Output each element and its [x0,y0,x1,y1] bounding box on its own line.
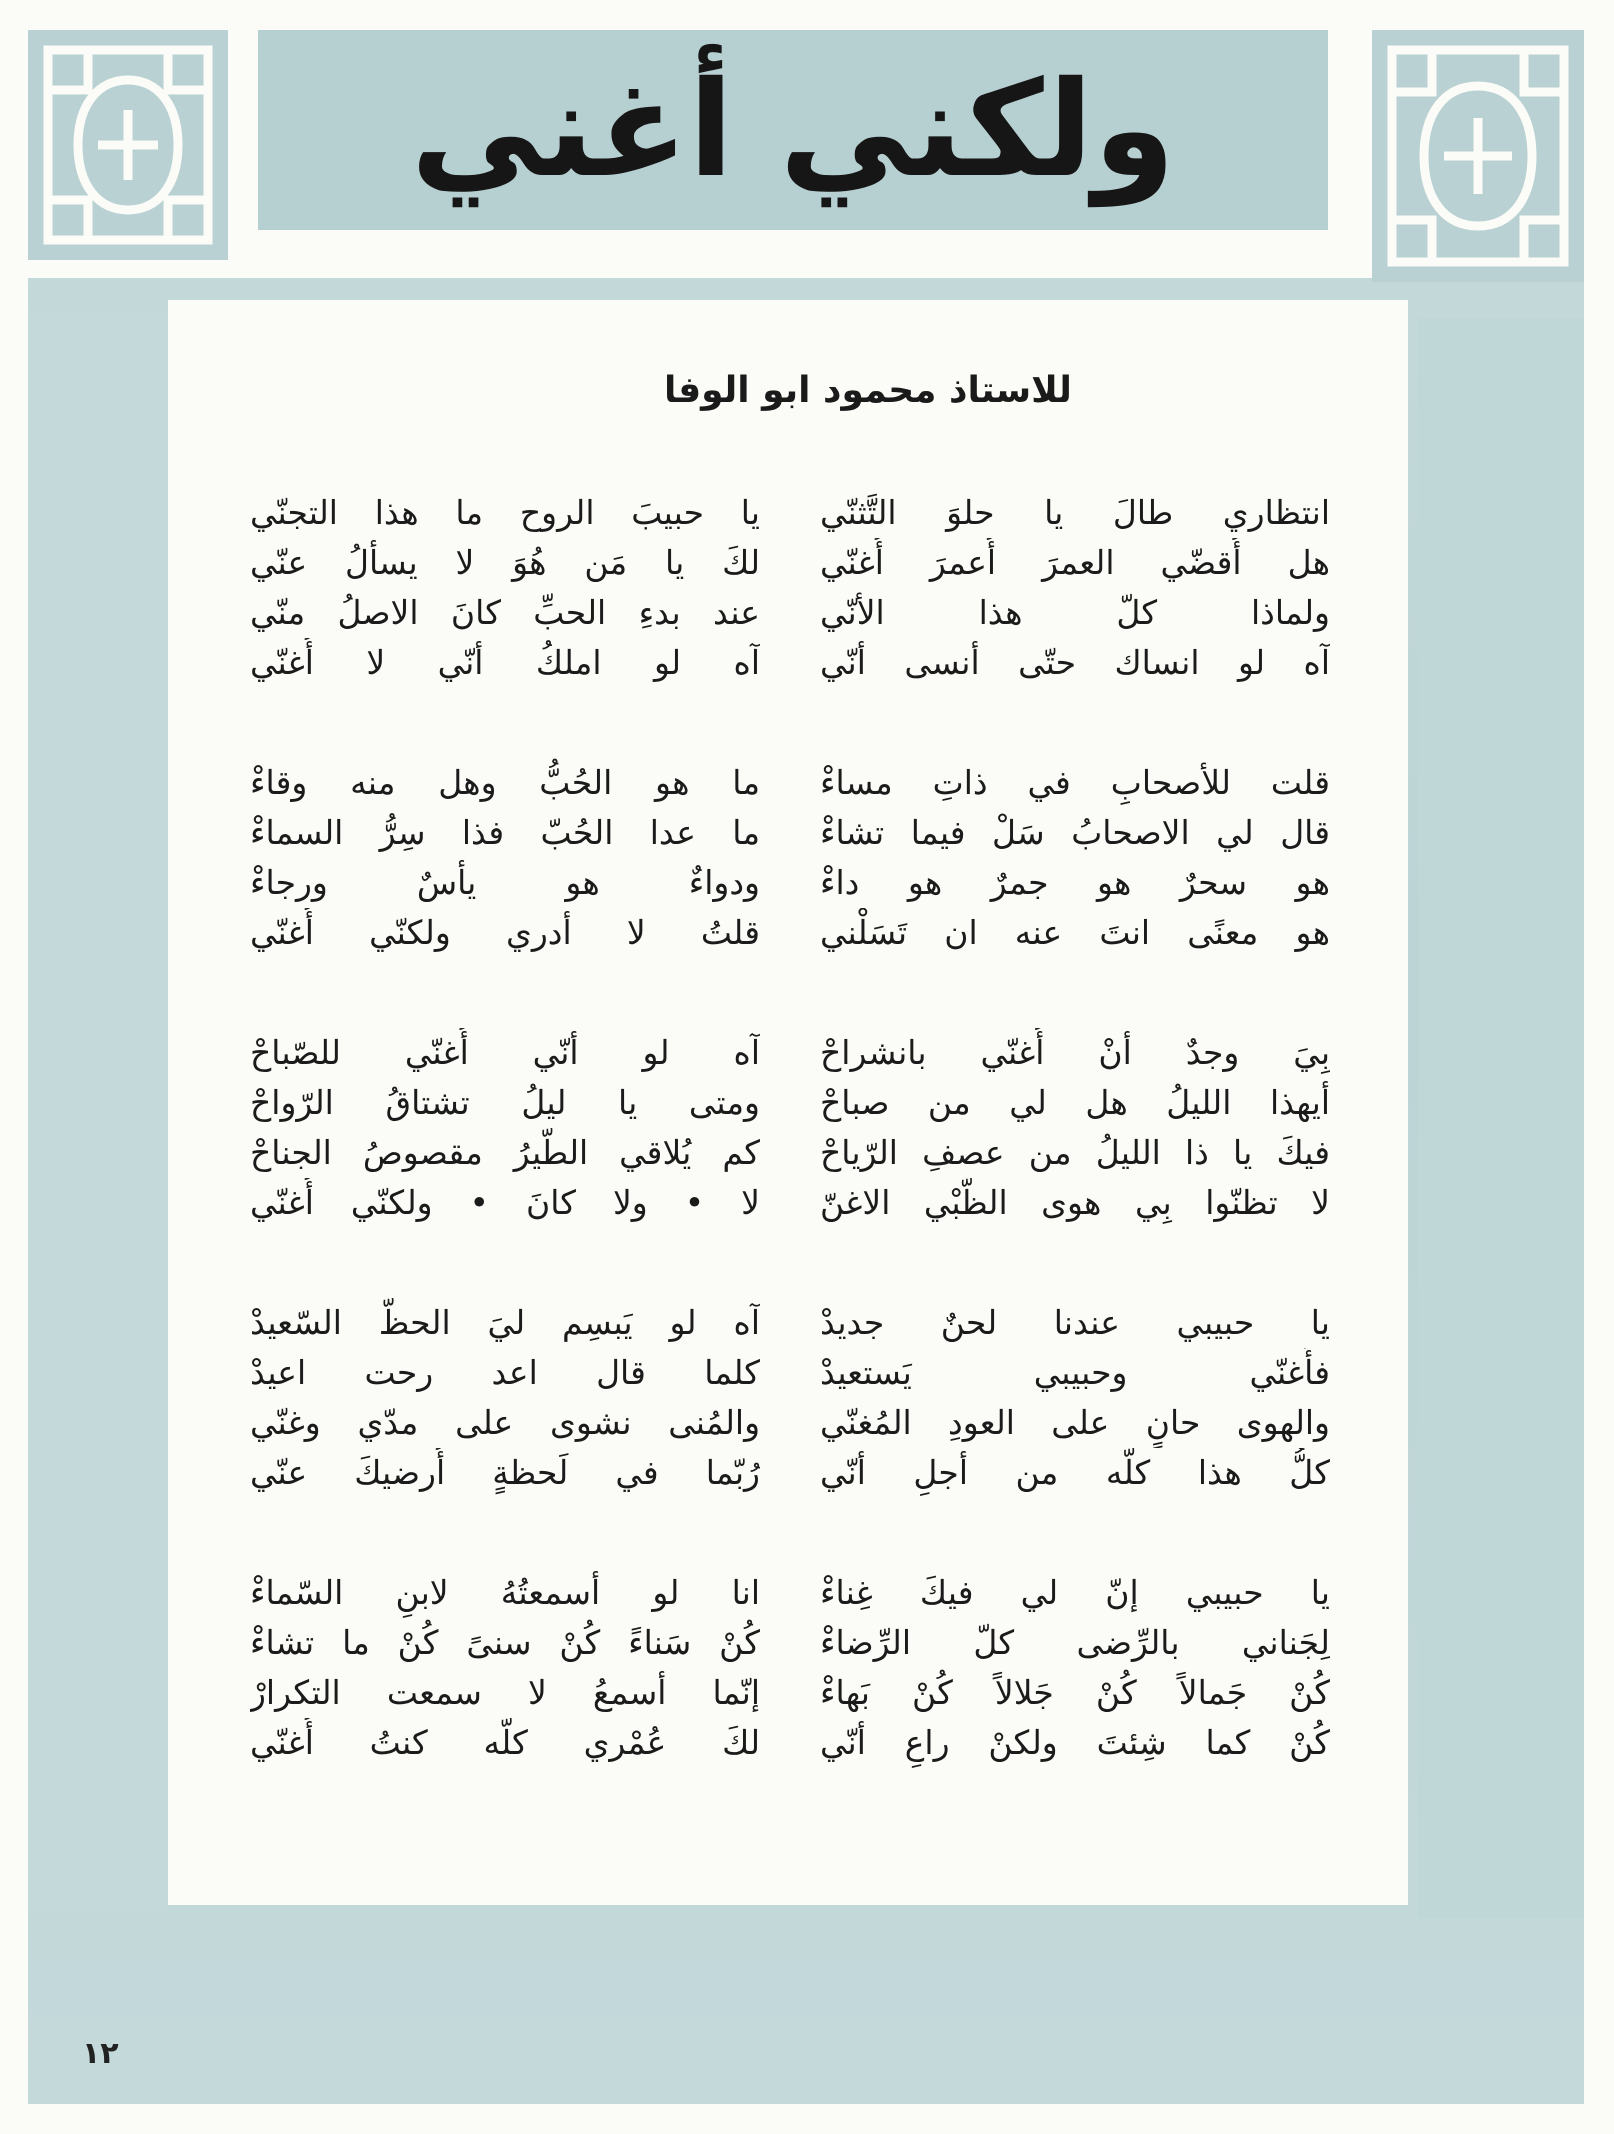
verse-line: انتظاري طالَ يا حلوَ التَّثنّي [820,493,1330,532]
verse-line: هو سحرٌ هو جمرٌ هو داءْ [820,863,1330,902]
verse-line: انا لو أسمعتُهُ لابنِ السّماءْ [250,1573,760,1612]
verse-line: فأُغنّي وحبيبي يَستعيدْ [820,1353,1330,1392]
verse-line: قلتُ لا أدري ولكنّي أُغنّي [250,913,760,952]
verse-line: كلُّ هذا كلُّه من أجلِ أنّي [820,1453,1330,1492]
stanza-right-column [820,488,1330,758]
verse-line: قال لي الاصحابُ سَلْ فيما تشاءْ [820,813,1330,852]
lattice-pattern-icon [1372,30,1584,282]
verse-line: كُنْ كما شِئتَ ولكنْ راعِ أنّي [820,1723,1330,1762]
verse-line: ما هو الحُبُّ وهل منه وقاءْ [250,763,760,802]
stanza-right-column [820,1298,1330,1568]
verse-line: كُنْ سَناءً كُنْ سنىً كُنْ ما تشاءْ [250,1623,760,1662]
stanza-left-column [250,1298,760,1568]
verse-line: يا حبيبي عندنا لحنٌ جديدْ [820,1303,1330,1342]
verse-line: آه لو أنّي أُغنّي للصّباحْ [250,1033,760,1072]
verse-line: آه لو املكُ أنّي لا أُغنّي [250,643,760,682]
lattice-pattern-icon [28,30,228,260]
verse-line: لا • ولا كانَ • ولكنّي أُغنّي [250,1183,760,1222]
stanza-row-1 [250,488,1330,758]
verse-line: كلما قال اعد رحت اعيدْ [250,1353,760,1392]
verse-line: عند بدءِ الحبِّ كانَ الاصلُ منّي [250,593,760,632]
stanza-right-column [820,1568,1330,1838]
verse-line: ومتى يا ليلُ تشتاقُ الرّواحْ [250,1083,760,1122]
page-number: ١٢ [82,2036,119,2071]
verse-line: آه لو انساك حتّى أنسى أنّي [820,643,1330,682]
verse-line: أيهذا الليلُ هل لي من صباحْ [820,1083,1330,1122]
verse-line: لكَ يا مَن هُوَ لا يسألُ عنّي [250,543,760,582]
verse-line: ما عدا الحُبّ فذا سِرُّ السماءْ [250,813,760,852]
verse-line: ولماذا كلّ هذا الأنّي [820,593,1330,632]
poem-body [250,488,1330,1838]
verse-line: يا حبيبَ الروح ما هذا التجنّي [250,493,760,532]
verse-line: لا تظنّوا بِي هوى الظّبْي الاغنّ [820,1183,1330,1222]
stanza-left-column [250,1568,760,1838]
stanza-left-column [250,488,760,758]
verse-line: هل أُقضّي العمرَ أُعمرَ أُغنّي [820,543,1330,582]
verse-line: لكَ عُمْري كلّه كنتُ أُغنّي [250,1723,760,1762]
lattice-ornament-right [1372,30,1584,282]
page-title: ولكني أغني [410,53,1176,207]
stanza-row-5 [250,1568,1330,1838]
side-strip-left [28,310,168,1910]
verse-line: رُبّما في لَحظةٍ أُرضيكَ عنّي [250,1453,760,1492]
verse-line: كُنْ جَمالاً كُنْ جَلالاً كُنْ بَهاءْ [820,1673,1330,1712]
stanza-row-4 [250,1298,1330,1568]
verse-line: هو معنًى انتَ عنه ان تَسَلْني [820,913,1330,952]
verse-line: آه لو يَبسِم ليَ الحظُّ السّعيدْ [250,1303,760,1342]
verse-line: يا حبيبي إنّ لي فيكَ غِناءْ [820,1573,1330,1612]
stanza-row-2 [250,758,1330,1028]
stanza-left-column [250,1028,760,1298]
verse-line: ودواءٌ هو يأسٌ ورجاءْ [250,863,760,902]
stanza-left-column [250,758,760,1028]
stanza-right-column [820,1028,1330,1298]
verse-line: قلت للأصحابِ في ذاتِ مساءْ [820,763,1330,802]
verse-line: فيكَ يا ذا الليلُ من عصفِ الرّياحْ [820,1133,1330,1172]
verse-line: بِيَ وجدٌ أنْ أُغنّي بانشراحْ [820,1033,1330,1072]
stanza-right-column [820,758,1330,1028]
verse-line: والمُنى نشوى على مدّي وغنّي [250,1403,760,1442]
verse-line: والهوى حانٍ على العودِ المُغنّي [820,1403,1330,1442]
stanza-row-3 [250,1028,1330,1298]
side-strip-right [1418,318,1584,1918]
author-byline: للاستاذ محمود ابو الوفا [664,370,1072,411]
lattice-ornament-left [28,30,228,260]
verse-line: لِجَناني بالرِّضى كلّ الرِّضاءْ [820,1623,1330,1662]
verse-line: إنّما أسمعُ لا سمعت التكرارْ [250,1673,760,1712]
verse-line: كم يُلاقي الطّيرُ مقصوصُ الجناحْ [250,1133,760,1172]
